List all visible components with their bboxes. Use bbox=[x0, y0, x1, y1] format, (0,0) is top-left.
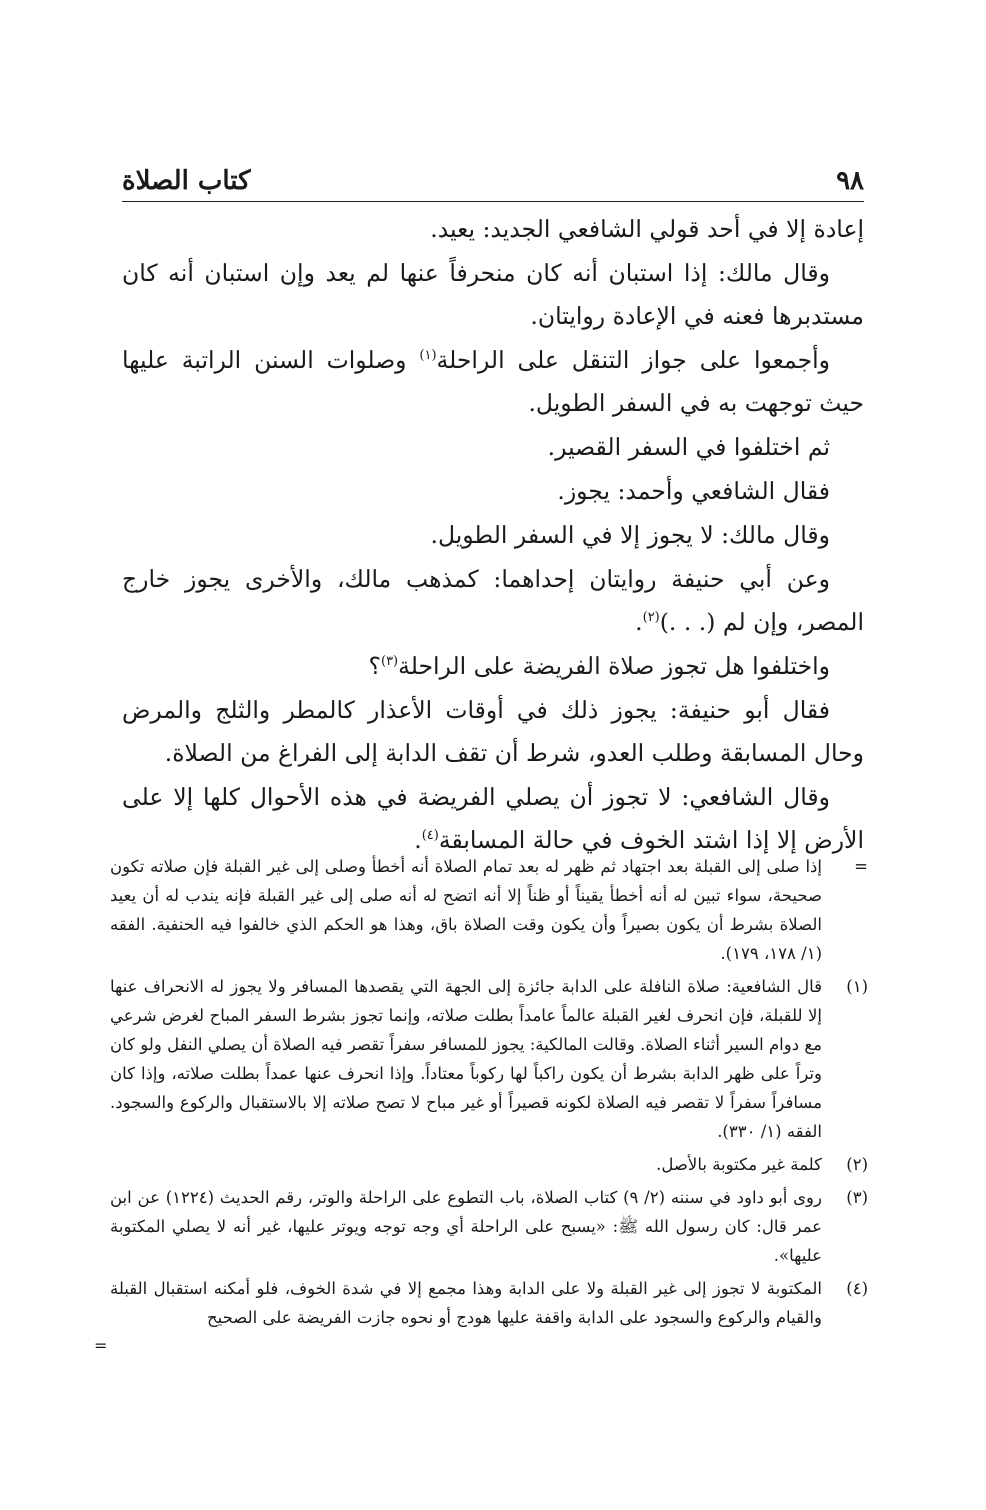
paragraph: إعادة إلا في أحد قولي الشافعي الجديد: يعيد. bbox=[430, 215, 864, 243]
footnote-marker: (٣) bbox=[846, 1188, 868, 1207]
footnote-text: المكتوبة لا تجوز إلى غير القبلة ولا على الدابة وهذا مجمع إلا في شدة الخوف، فلو أمكنه استقبال القبلة والقيام والركوع والسجود على الدابة واقفة عليها هودج أو نحوه جازت الفريضة على الصحيح bbox=[110, 1279, 822, 1327]
footnote-marker: = bbox=[854, 857, 868, 876]
footnote-ref: (٢) bbox=[642, 610, 660, 626]
paragraph: واختلفوا هل تجوز صلاة الفريضة على الراحلة$^{(٣)}$؟ bbox=[368, 652, 830, 680]
paragraph: ثم اختلفوا في السفر القصير. bbox=[547, 433, 830, 461]
main-text bbox=[122, 208, 864, 863]
footnote-ref: (١) bbox=[419, 348, 437, 364]
paragraph: وأجمعوا على جواز التنقل على الراحلة$^{(١)}$ وصلوات السنن الراتبة عليها حيث توجهت به في السفر الطويل. bbox=[122, 346, 864, 417]
running-header bbox=[122, 152, 864, 196]
footnote-text: قال الشافعية: صلاة النافلة على الدابة جائزة إلى الجهة التي يقصدها المسافر ولا يجوز له الانحراف عنها إلا للقبلة، فإن انحرف لغير القبلة عالماً عامداً بطلت صلاته، وإنما تجوز بشرط السفر المباح لغرض شرعي مع دوام السير أثناء الصلاة. وقالت المالكية: يجوز للمسافر سفراً تقصر فيه الصلاة أن يصلي النفل ولو كان وتراً على ظهر الدابة بشرط أن يكون راكباً لها ركوباً معتاداً. وإذا انحرف عنها عمداً بطلت صلاته، وإذا كان مسافراً سفراً لا تقصر فيه الصلاة لكونه قصيراً أو غير مباح لا تصح صلاته إلا بالاستقبال والركوع والسجود. الفقه (١/ ٣٣٠). bbox=[110, 977, 822, 1141]
continuation-mark: = bbox=[94, 1336, 108, 1355]
paragraph: وقال مالك: إذا استبان أنه كان منحرفاً عنها لم يعد وإن استبان أنه كان مستدبرها فعنه في الإعادة روايتان. bbox=[122, 259, 864, 330]
paragraph: فقال الشافعي وأحمد: يجوز. bbox=[557, 477, 830, 505]
footnote-text: كلمة غير مكتوبة بالأصل. bbox=[656, 1155, 822, 1174]
footnote bbox=[110, 1274, 868, 1332]
page-number: ٩٨ bbox=[836, 166, 864, 196]
header-divider bbox=[122, 201, 864, 202]
footnote bbox=[110, 1183, 868, 1270]
footnote bbox=[110, 852, 868, 968]
footnote-marker: (١) bbox=[846, 977, 868, 996]
footnote-marker: (٤) bbox=[846, 1279, 868, 1298]
paragraph: وقال مالك: لا يجوز إلا في السفر الطويل. bbox=[430, 521, 830, 549]
footnote bbox=[110, 972, 868, 1146]
footnotes bbox=[110, 852, 868, 1336]
paragraph: وقال الشافعي: لا تجوز أن يصلي الفريضة في هذه الأحوال كلها إلا على الأرض إلا إذا اشتد الخوف في حالة المسابقة$^{(٤)}$. bbox=[122, 783, 864, 854]
footnote-ref: (٤) bbox=[421, 828, 439, 844]
paragraph: فقال أبو حنيفة: يجوز ذلك في أوقات الأعذار كالمطر والثلج والمرض وحال المسابقة وطلب العدو، شرط أن تقف الدابة إلى الفراغ من الصلاة. bbox=[122, 696, 864, 767]
footnote bbox=[110, 1150, 868, 1179]
footnote-ref: (٣) bbox=[380, 654, 399, 670]
footnote-text: إذا صلى إلى القبلة بعد اجتهاد ثم ظهر له بعد تمام الصلاة أنه أخطأ وصلى إلى غير القبلة فإن صلاته تكون صحيحة، سواء تبين له أنه أخطأ يقيناً أو ظناً إلا أنه اتضح له أنه صلى إلى غير القبلة فإنه يندب له أن يعيد الصلاة بشرط أن يكون بصيراً وأن يكون وقت الصلاة باق، وهذا هو الحكم الذي خالفوا فيه الحنفية. الفقه (١/ ١٧٨، ١٧٩). bbox=[110, 857, 822, 963]
footnote-text: روى أبو داود في سننه (٢/ ٩) كتاب الصلاة، باب التطوع على الراحلة والوتر، رقم الحديث (١٢٢٤) عن ابن عمر قال: كان رسول الله ﷺ: «يسبح على الراحلة أي وجه توجه ويوتر عليها، غير أنه لا يصلي المكتوبة عليها». bbox=[110, 1188, 822, 1265]
book-title: كتاب الصلاة bbox=[122, 166, 251, 196]
paragraph: وعن أبي حنيفة روايتان إحداهما: كمذهب مالك، والأخرى يجوز خارج المصر، وإن لم (. . .)$^{(٢)}$. bbox=[122, 565, 864, 636]
footnote-marker: (٢) bbox=[846, 1155, 868, 1174]
